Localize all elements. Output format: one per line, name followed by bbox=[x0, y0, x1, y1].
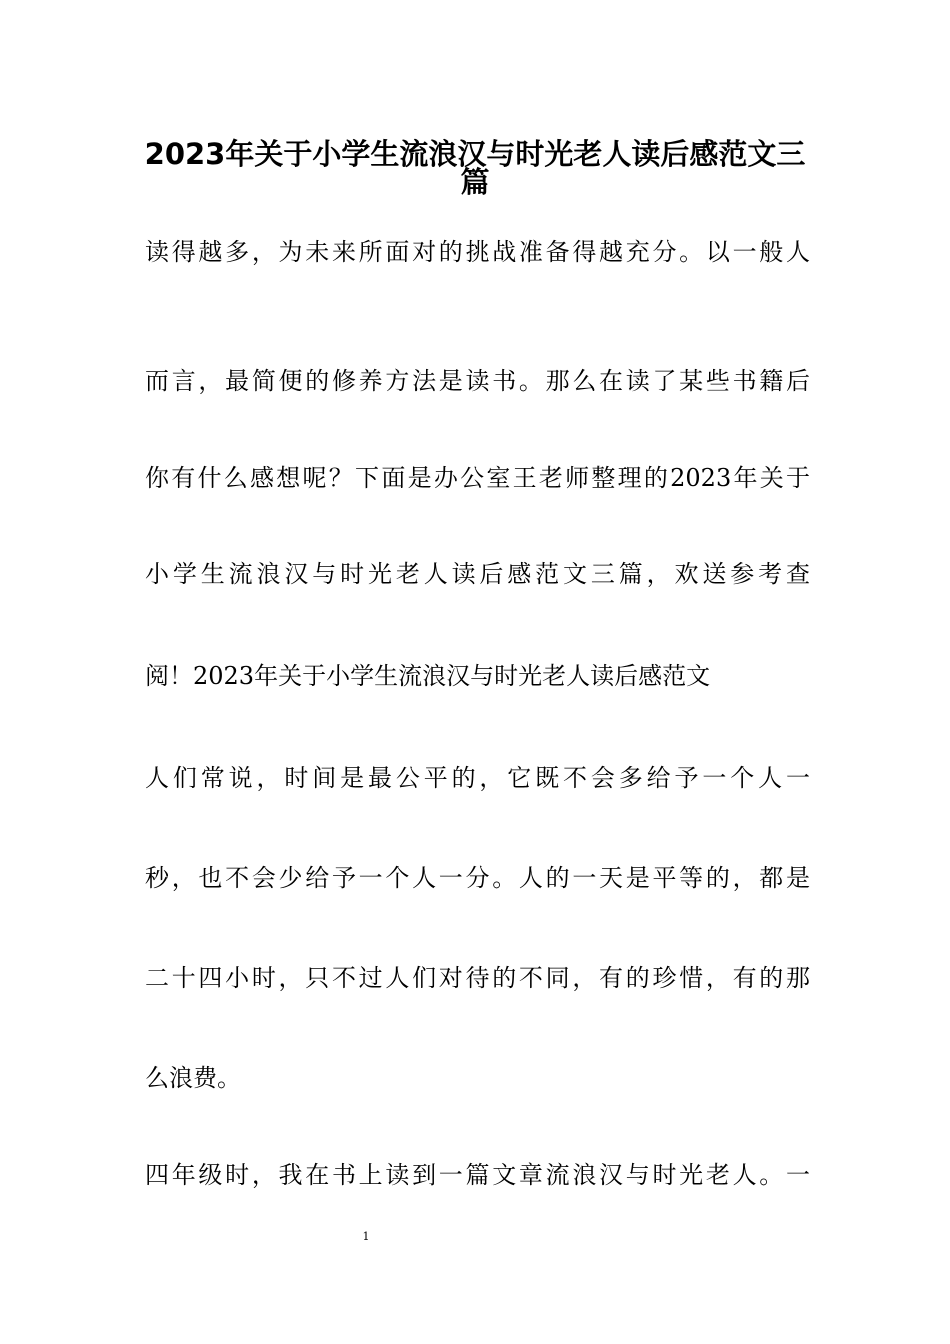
body-text-line: 秒，也不会少给予一个人一分。人的一天是平等的，都是 bbox=[145, 864, 810, 892]
body-text-line: 么浪费。 bbox=[145, 1064, 241, 1092]
body-text-line: 而言，最简便的修养方法是读书。那么在读了某些书籍后 bbox=[145, 367, 810, 395]
body-text-line: 阅！2023年关于小学生流浪汉与时光老人读后感范文 bbox=[145, 662, 711, 690]
body-text-line: 读得越多，为未来所面对的挑战准备得越充分。以一般人 bbox=[145, 238, 810, 266]
body-text-line: 四年级时，我在书上读到一篇文章流浪汉与时光老人。一 bbox=[145, 1161, 810, 1189]
document-title-line-2: 篇 bbox=[460, 165, 490, 199]
body-text-line: 二十四小时，只不过人们对待的不同，有的珍惜，有的那 bbox=[145, 964, 810, 992]
body-text-line: 你有什么感想呢？下面是办公室王老师整理的2023年关于 bbox=[145, 464, 810, 492]
page-number: 1 bbox=[362, 1230, 370, 1243]
document-title-line-1: 2023年关于小学生流浪汉与时光老人读后感范文三 bbox=[144, 137, 806, 171]
body-text-line: 小学生流浪汉与时光老人读后感范文三篇，欢送参考查 bbox=[145, 560, 810, 588]
body-text-line: 人们常说，时间是最公平的，它既不会多给予一个人一 bbox=[145, 764, 810, 792]
